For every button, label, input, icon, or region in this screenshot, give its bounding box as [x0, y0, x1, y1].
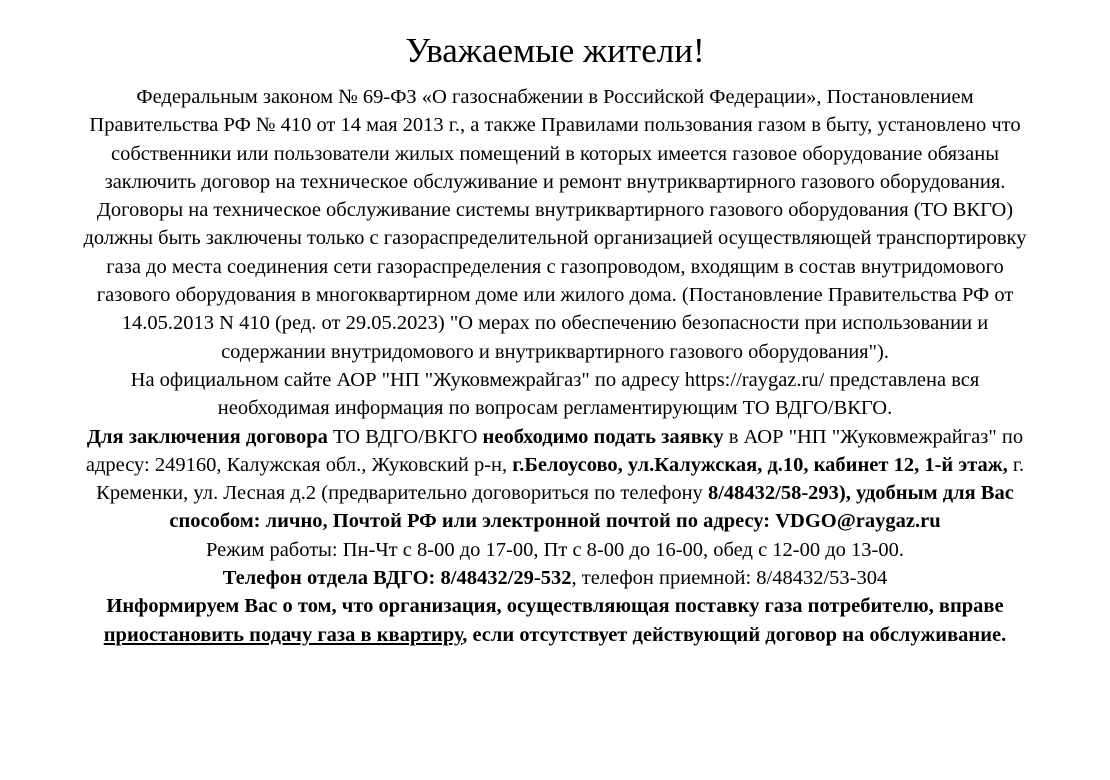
- contract-address: адресу: 249160, Калужская обл., Жуковский р-н,: [85, 453, 513, 476]
- warning-line-2: [50, 621, 1060, 649]
- contract-office-address: г.Белоусово, ул.Калужская, д.10, кабинет 12, 1-й этаж,: [512, 453, 1008, 476]
- website-paragraph: [50, 366, 1060, 423]
- warning-text: , если отсутствует действующий договор на обслуживание.: [462, 623, 1007, 646]
- contract-heading: Для заключения договора: [86, 425, 328, 448]
- law-line: собственники или пользователи жилых помещений в которых имеется газовое оборудование обязаны: [110, 142, 1000, 165]
- phones-line: [50, 564, 1060, 592]
- law-line: 14.05.2013 N 410 (ред. от 29.05.2023) "О мерах по обеспечению безопасности при использовании и: [121, 312, 989, 335]
- contract-line-3: [50, 479, 1060, 507]
- law-line: Федеральным законом № 69-ФЗ «О газоснабжении в Российской Федерации», Постановлением: [136, 86, 974, 108]
- notice-title: Уважаемые жители!: [405, 31, 705, 70]
- website-line: необходимая информация по вопросам регламентирующим ТО ВДГО/ВКГО.: [217, 397, 893, 420]
- contract-paragraph: [50, 423, 1060, 536]
- vdgo-phone: Телефон отдела ВДГО: 8/48432/29-532: [222, 567, 572, 590]
- warning-underlined: приостановить подачу газа в квартиру: [103, 623, 463, 646]
- warning-line-1: Информируем Вас о том, что организация, осуществляющая поставку газа потребителю, вправе: [106, 595, 1004, 618]
- law-line: газа до места соединения сети газораспределения с газопроводом, входящим в состав внутридомового: [106, 255, 1004, 278]
- schedule-line: Режим работы: Пн-Чт с 8-00 до 17-00, Пт с 8-00 до 16-00, обед с 12-00 до 13-00.: [205, 538, 904, 561]
- contract-text: в АОР "НП "Жуковмежрайгаз" по: [723, 425, 1024, 448]
- reception-phone: , телефон приемной: 8/48432/53-304: [571, 567, 888, 590]
- law-line: заключить договор на техническое обслуживание и ремонт внутриквартирного газового оборудования.: [104, 170, 1006, 193]
- contract-line-4: способом: лично, Почтой РФ или электронной почтой по адресу: VDGO@raygaz.ru: [169, 510, 941, 533]
- warning-paragraph: [50, 592, 1060, 649]
- law-paragraph: [50, 83, 1060, 366]
- contract-phone: 8/48432/58-293), удобным для Вас: [707, 482, 1014, 505]
- contract-line-1: [50, 423, 1060, 451]
- law-line: должны быть заключены только с газораспределительной организацией осуществляющей транспортировку: [83, 227, 1027, 250]
- law-line: газового оборудования в многоквартирном доме или жилого дома. (Постановление Правительства РФ от: [96, 284, 1014, 307]
- contract-text: ТО ВДГО/ВКГО: [327, 425, 483, 448]
- contract-line-2: [50, 451, 1060, 479]
- law-line: содержании внутридомового и внутриквартирного газового оборудования").: [221, 340, 889, 363]
- contract-emphasis: необходимо подать заявку: [482, 425, 724, 448]
- law-line: Договоры на техническое обслуживание системы внутриквартирного газового оборудования (ТО ВКГО): [96, 199, 1014, 222]
- contract-text: Кременки, ул. Лесная д.2 (предварительно договориться по телефону: [96, 482, 708, 505]
- website-line: На официальном сайте АОР "НП "Жуковмежрайгаз" по адресу https://raygaz.ru/ представлена вся: [130, 368, 980, 391]
- contract-text: г.: [1007, 453, 1025, 476]
- law-line: Правительства РФ № 410 от 14 мая 2013 г., а также Правилами пользования газом в быту, установлено что: [89, 114, 1021, 137]
